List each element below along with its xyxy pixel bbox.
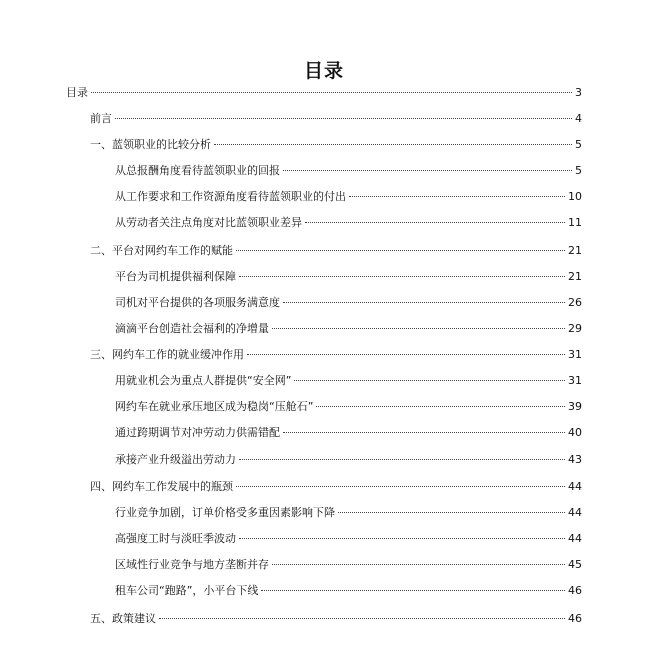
toc-entry[interactable] (90, 478, 582, 496)
toc-entry[interactable] (115, 268, 582, 286)
toc-page-number: 4 (575, 112, 582, 125)
toc-page-number: 31 (568, 374, 582, 387)
dot-leader (239, 459, 565, 460)
toc-entry-label: 通过跨期调节对冲劳动力供需错配 (115, 426, 280, 439)
toc-entry[interactable] (115, 504, 582, 522)
toc-entry-label: 从工作要求和工作资源角度看待蓝领职业的付出 (115, 190, 346, 203)
toc-entry-label: 网约车在就业承压地区成为稳岗“压舱石” (115, 400, 314, 413)
dot-leader (272, 564, 565, 565)
dot-leader (261, 590, 565, 591)
toc-page-number: 44 (568, 480, 582, 493)
toc-page-number: 10 (568, 190, 582, 203)
toc-entry[interactable] (90, 136, 582, 154)
toc-page-number: 40 (568, 426, 582, 439)
toc-entry-label: 从总报酬角度看待蓝领职业的回报 (115, 164, 280, 177)
toc-entry[interactable] (115, 294, 582, 312)
dot-leader (283, 432, 565, 433)
toc-page-number: 46 (568, 612, 582, 625)
toc-page-number: 44 (568, 532, 582, 545)
toc-entry[interactable] (115, 451, 582, 469)
toc-entry-label: 从劳动者关注点角度对比蓝领职业差异 (115, 216, 302, 229)
dot-leader (283, 302, 565, 303)
toc-entry[interactable] (90, 242, 582, 260)
toc-page-number: 5 (575, 164, 582, 177)
toc-page-number: 5 (575, 138, 582, 151)
toc-page-number: 11 (568, 216, 582, 229)
toc-entry-label: 前言 (90, 112, 112, 125)
toc-entry[interactable] (115, 188, 582, 206)
toc-entry-label: 平台为司机提供福利保障 (115, 270, 236, 283)
dot-leader (214, 144, 572, 145)
toc-entry-label: 四、网约车工作发展中的瓶颈 (90, 480, 233, 493)
toc-entry-label: 高强度工时与淡旺季波动 (115, 532, 236, 545)
toc-entry[interactable] (115, 582, 582, 600)
toc-entry-label: 二、平台对网约车工作的赋能 (90, 244, 233, 257)
toc-page-number: 45 (568, 558, 582, 571)
toc-entry[interactable] (115, 372, 582, 390)
dot-leader (316, 406, 565, 407)
toc-entry[interactable] (115, 556, 582, 574)
toc-entry[interactable] (115, 398, 582, 416)
toc-entry[interactable] (115, 530, 582, 548)
toc-entry[interactable] (90, 110, 582, 128)
dot-leader (338, 512, 565, 513)
dot-leader (91, 92, 572, 93)
toc-page-number: 39 (568, 400, 582, 413)
dot-leader (305, 222, 565, 223)
toc-page-number: 21 (568, 244, 582, 257)
toc-page-number: 46 (568, 584, 582, 597)
dot-leader (247, 354, 565, 355)
dot-leader (159, 618, 565, 619)
toc-entry-label: 一、蓝领职业的比较分析 (90, 138, 211, 151)
toc-entry-label: 租车公司“跑路”，小平台下线 (115, 584, 259, 597)
toc-entry-label: 滴滴平台创造社会福利的净增量 (115, 322, 269, 335)
page-title: 目录 (303, 60, 344, 82)
toc-entry-label: 三、网约车工作的就业缓冲作用 (90, 348, 244, 361)
dot-leader (294, 380, 565, 381)
toc-entry-label: 用就业机会为重点人群提供“安全网” (115, 374, 292, 387)
dot-leader (349, 196, 565, 197)
dot-leader (272, 328, 565, 329)
toc-entry[interactable] (115, 214, 582, 232)
toc-entry-label: 行业竞争加剧，订单价格受多重因素影响下降 (115, 506, 335, 519)
toc-entry[interactable] (115, 162, 582, 180)
toc-entry-label: 区域性行业竞争与地方垄断并存 (115, 558, 269, 571)
toc-entry-label: 目录 (66, 86, 88, 99)
toc-page-number: 43 (568, 453, 582, 466)
toc-page-number: 3 (575, 86, 582, 99)
dot-leader (236, 250, 565, 251)
dot-leader (239, 276, 565, 277)
dot-leader (239, 538, 565, 539)
toc-entry[interactable] (66, 84, 582, 102)
dot-leader (283, 170, 572, 171)
toc-entry[interactable] (115, 424, 582, 442)
dot-leader (236, 486, 565, 487)
toc-entry[interactable] (90, 346, 582, 364)
toc-page-number: 29 (568, 322, 582, 335)
toc-entry-label: 承接产业升级溢出劳动力 (115, 453, 236, 466)
toc-entry[interactable] (90, 610, 582, 628)
toc-entry-label: 五、政策建议 (90, 612, 156, 625)
dot-leader (115, 118, 572, 119)
toc-entry-label: 司机对平台提供的各项服务满意度 (115, 296, 280, 309)
toc-page-number: 21 (568, 270, 582, 283)
toc-page-number: 31 (568, 348, 582, 361)
toc-page-number: 26 (568, 296, 582, 309)
toc-page-number: 44 (568, 506, 582, 519)
toc-entry[interactable] (115, 320, 582, 338)
